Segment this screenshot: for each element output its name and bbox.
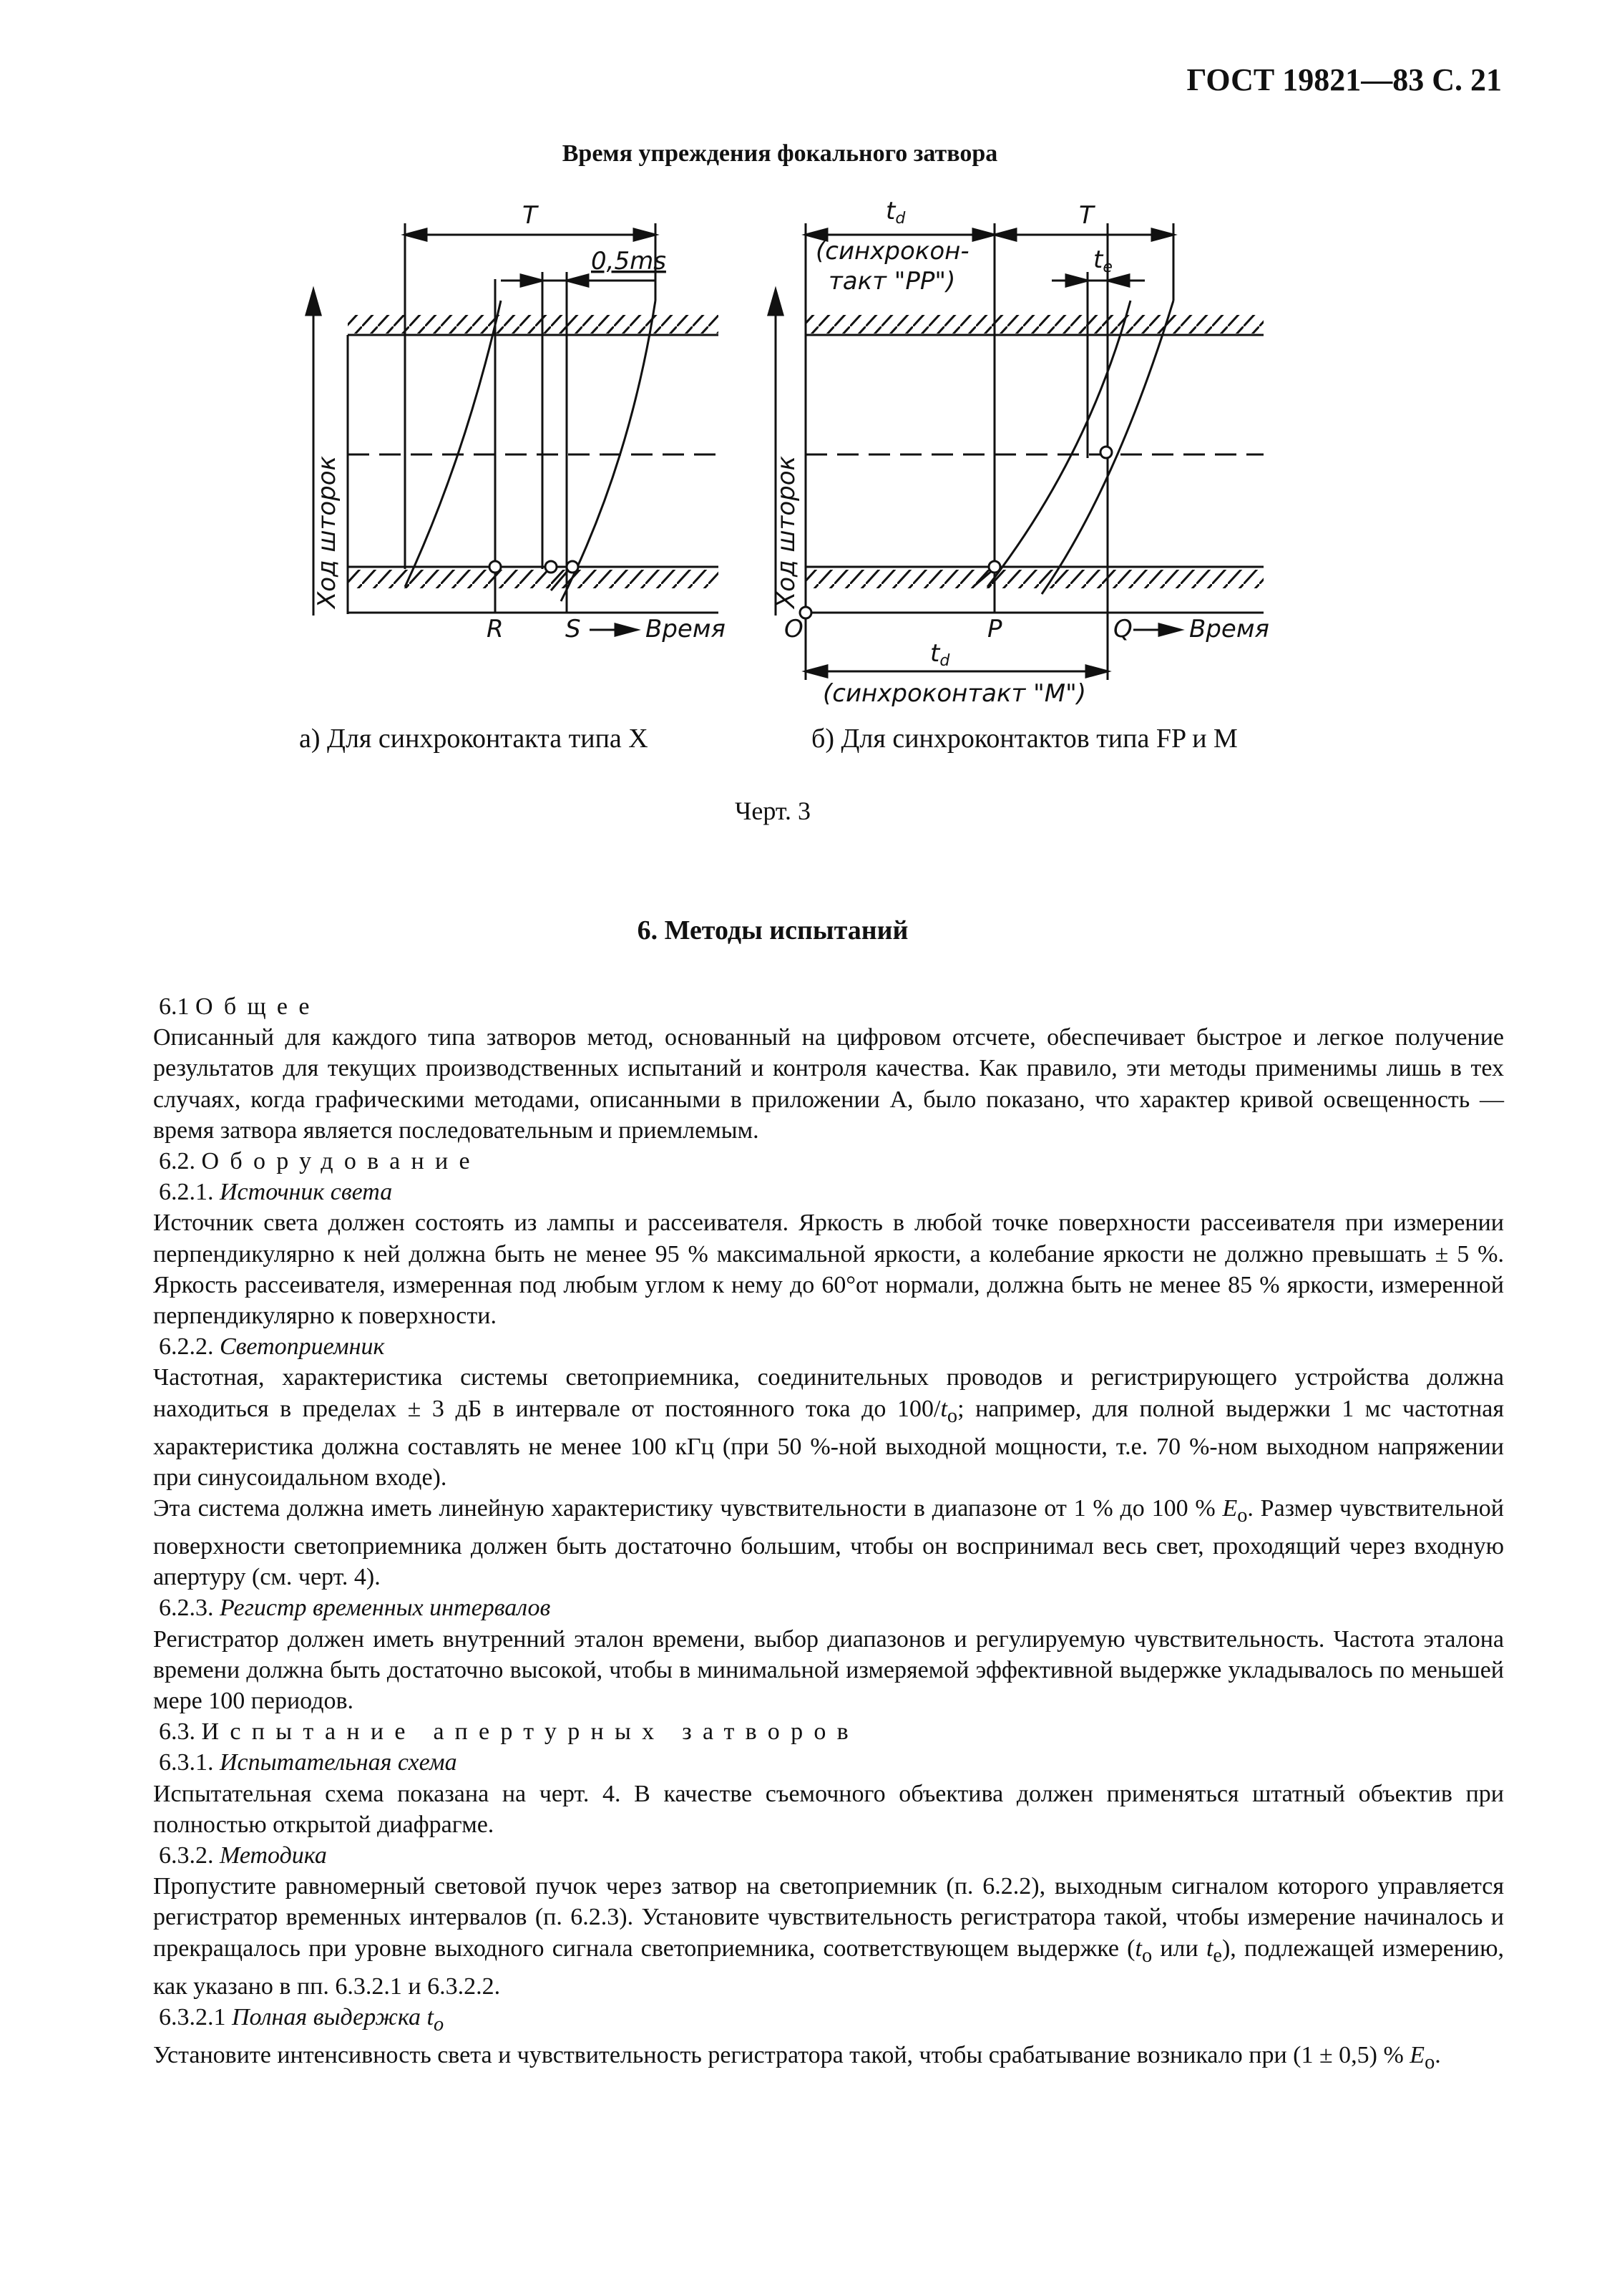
right-top-hatch xyxy=(806,315,1264,334)
left-time-arrowhead xyxy=(615,624,637,636)
heading-6-3-1: 6.3.1. Испытательная схема xyxy=(159,1749,457,1776)
paragraph-6-2-3: Регистратор должен иметь внутренний эталон времени, выбор диапазонов и регулируемую чувствительность. Частота эталона времени должна быть достаточно высокой, чтобы в минимальной измеряемой эффективной выдержке укладывалось по меньшей мере 100 периодов. xyxy=(153,1625,1504,1715)
paragraph-6-3-2: Пропустите равномерный световой пучок через затвор на светоприемник (п. 6.2.2), выходным сигналом которого управляется регистратор временных интервалов (п. 6.2.3). Установите чувствительность регистратора такой, чтобы измерение начиналось и прекращалось при уровне выходного сигнала светоприемника, соответствующем выдержке ($t_o$ или $t_e$), подлежащей измерению, как указано в пп. 6.3.2.1 и 6.3.2.2. xyxy=(153,1873,1505,2000)
chart-label: Черт. 3 xyxy=(735,797,811,825)
paragraph-6-1: Описанный для каждого типа затворов метод, основанный на цифровом отсчете, обеспечивает быстрое и легкое получение результатов для текущих производственных испытаний и контроля качества. Как правило, эти методы применимы лишь в тех случаях, когда графическими методами, описанными в приложении А, было показано, что характер кривой освещенность — время затвора является последовательным и приемлемым. xyxy=(153,1024,1504,1144)
left-point-R xyxy=(489,561,501,573)
right-te-arrow-l xyxy=(1066,275,1088,286)
heading-6-2-3: 6.2.3. Регистр временных интервалов xyxy=(159,1595,551,1622)
right-O-label: O xyxy=(784,615,804,643)
left-top-hatch xyxy=(348,315,718,334)
section-title: 6. Методы испытаний xyxy=(637,915,909,945)
left-curve-2 xyxy=(561,301,655,601)
left-T-arrow-r xyxy=(634,229,655,240)
page-header: ГОСТ 19821—83 С. 21 xyxy=(1186,62,1502,97)
right-y-axis-label: Ход шторок xyxy=(772,455,801,608)
right-sync-pp-line1: (синхрокон- xyxy=(816,237,969,266)
right-y-arrowhead xyxy=(768,290,783,315)
right-td-label: td xyxy=(886,197,906,228)
body-text xyxy=(153,991,1505,2078)
right-td-bottom-arrow-l xyxy=(806,666,827,677)
left-S-label: S xyxy=(565,615,581,643)
right-td-bottom-label: td xyxy=(930,639,950,670)
left-05-arrow-l xyxy=(521,275,542,286)
right-sync-pp-line2: такт "PP") xyxy=(829,267,956,296)
right-curve-1 xyxy=(987,301,1130,587)
paragraph-6-3-2-1: Установите интенсивность света и чувствительность регистратора такой, чтобы срабатывание возникало при (1 ± 0,5) % $E_o$. xyxy=(153,2041,1441,2073)
right-point-mid xyxy=(1100,447,1112,458)
heading-6-1: 6.1 Общее xyxy=(159,993,321,1020)
right-T-arrow-l xyxy=(995,229,1016,240)
right-T-arrow-r xyxy=(1152,229,1173,240)
heading-6-2: 6.2. Оборудование xyxy=(159,1148,481,1175)
paragraph-6-2-2-b: Эта система должна иметь линейную характеристику чувствительности в диапазоне от 1 % до 100 % $E_o$. Размер чувствительной поверхности светоприемника должен быть достаточно большим, чтобы он воспринимал весь свет, проходящий через входную апертуру (см. черт. 4). xyxy=(153,1495,1504,1591)
right-te-arrow-r xyxy=(1108,275,1129,286)
right-caption: б) Для синхроконтактов типа FP и M xyxy=(811,724,1238,754)
left-curve-1 xyxy=(405,301,501,587)
right-bottom-hatch xyxy=(806,570,1264,588)
paragraph-6-2-2: Частотная, характеристика системы светоприемника, соединительных проводов и регистрирующего устройства должна находиться в пределах ± 3 дБ в интервале от постоянного тока до $100/t_o$; например, для полной выдержки 1 мс частотная характеристика должна составлять не менее 100 кГц (при 50 %-ной выходной мощности, т.е. 70 %-ном выходном напряжении при синусоидальном входе). xyxy=(153,1364,1504,1491)
left-05ms-label: 0,5ms xyxy=(591,247,666,276)
right-point-P xyxy=(989,561,1000,573)
heading-6-2-2: 6.2.2. Светоприемник xyxy=(159,1333,385,1361)
left-point-S xyxy=(567,561,578,573)
right-T-label: T xyxy=(1079,201,1094,230)
left-05-arrow-r xyxy=(567,275,588,286)
left-diagram xyxy=(306,223,718,636)
figure-title: Время упреждения фокального затвора xyxy=(562,140,998,167)
left-T-label: T xyxy=(522,201,537,230)
left-caption: а) Для синхроконтакта типа X xyxy=(299,724,648,754)
right-Q-label: Q xyxy=(1113,615,1133,643)
right-P-label: P xyxy=(987,615,1002,643)
paragraph-6-2-1: Источник света должен состоять из лампы и рассеивателя. Яркость в любой точке поверхности рассеивателя при измерении перпендикулярно к ней должна быть не менее 95 % максимальной яркости, а колебание яркости не должно превышать ± 5 %. Яркость рассеивателя, измеренная под любым углом к нему до 60°от нормали, должна быть не менее 85 % яркости, измеренной перпендикулярно к поверхности. xyxy=(153,1210,1504,1330)
heading-6-3-2-1: 6.3.2.1 Полная выдержка $t_o$ xyxy=(159,2003,444,2035)
right-te-label: te xyxy=(1093,245,1113,276)
paragraph-6-3-1: Испытательная схема показана на черт. 4. В качестве съемочного объектива должен применяться штатный объектив при полностью открытой диафрагме. xyxy=(153,1780,1504,1838)
right-sync-m-label: (синхроконтакт "M") xyxy=(823,679,1087,708)
left-time-label: Время xyxy=(645,615,726,643)
right-time-arrowhead xyxy=(1159,624,1181,636)
left-T-arrow-l xyxy=(405,229,426,240)
left-bottom-hatch xyxy=(348,570,718,588)
left-R-label: R xyxy=(487,615,504,643)
right-time-label: Время xyxy=(1189,615,1269,643)
heading-6-3: 6.3. Испытание апертурных затворов xyxy=(159,1718,860,1746)
left-y-axis-label: Ход шторок xyxy=(313,455,341,608)
shutter-timing-figure xyxy=(0,0,1602,716)
heading-6-2-1: 6.2.1. Источник света xyxy=(159,1179,393,1206)
heading-6-3-2: 6.3.2. Методика xyxy=(159,1842,327,1869)
left-point-a xyxy=(545,561,557,573)
right-td-bottom-arrow-r xyxy=(1086,666,1108,677)
left-y-arrowhead xyxy=(306,290,321,315)
